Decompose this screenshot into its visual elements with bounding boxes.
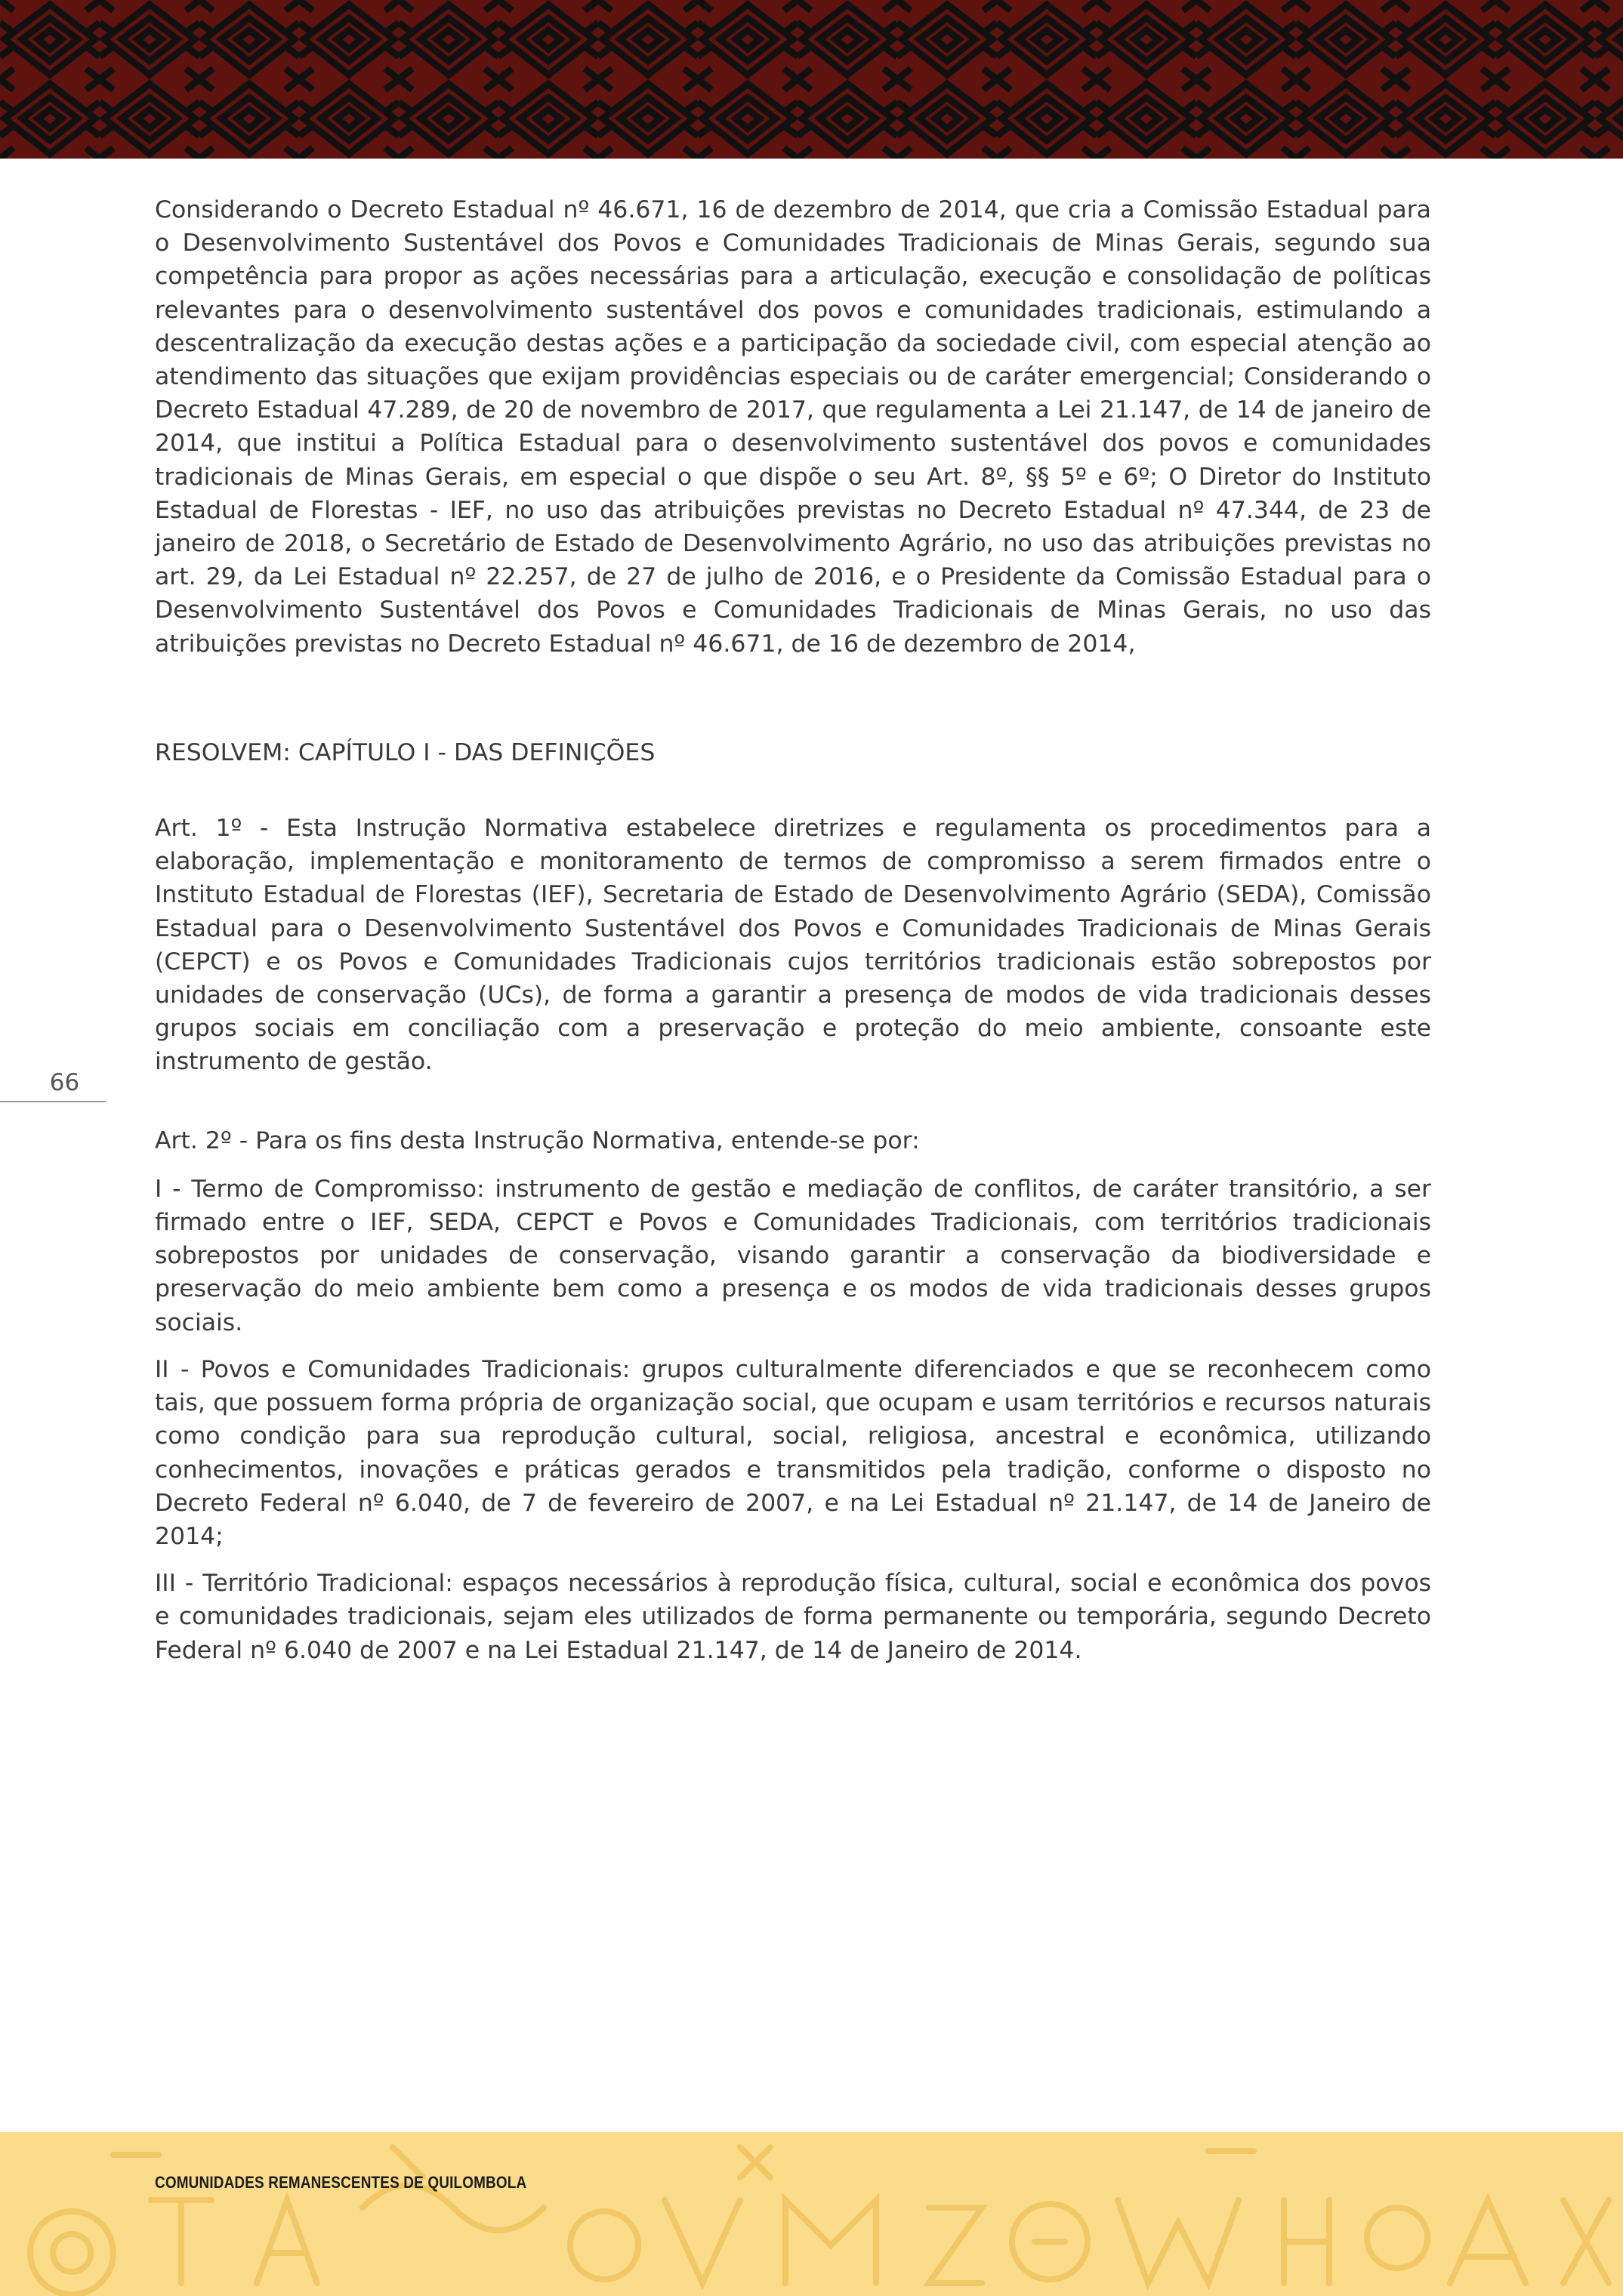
top-decorative-band [0, 0, 1623, 159]
definition-item-3: III - Território Tradicional: espaços necessários à reprodução física, cultural, social e econômica dos povos e comunidades tradicionais, sejam eles utilizados de forma permanente ou temporária, segundo Decreto Federal nº 6.040 de 2007 e na Lei Estadual 21.147, de 14 de Janeiro de 2014. [155, 1570, 1431, 1664]
geometric-pattern-graphic [0, 0, 1623, 159]
page-number [0, 1063, 106, 1102]
definition-item-2: II - Povos e Comunidades Tradicionais: grupos culturalmente diferenciados e que se reconhecem como tais, que possuem forma própria de organização social, que ocupam e usam territórios e recursos naturais como condição para sua reprodução cultural, social, religiosa, ancestral e econômica, utilizando conhecimentos, inovações e práticas gerados e transmitidos pela tradição, conforme o disposto no Decreto Federal nº 6.040, de 7 de fevereiro de 2007, e na Lei Estadual nº 21.147, de 14 de Janeiro de 2014; [155, 1355, 1431, 1550]
bottom-decorative-band [0, 2132, 1623, 2296]
preamble-paragraph: Considerando o Decreto Estadual nº 46.671, 16 de dezembro de 2014, que cria a Comissão Estadual para o Desenvolvimento Sustentável dos Povos e Comunidades Tradicionais de Minas Gerais, segundo sua competência para propor as ações necessárias para a articulação, execução e consolidação de políticas relevantes para o desenvolvimento sustentável dos povos e comunidades tradicionais, estimulando a descentralização da execução destas ações e a participação da sociedade civil, com especial atenção ao atendimento das situações que exijam providências especiais ou de caráter emergencial; Considerando o Decreto Estadual 47.289, de 20 de novembro de 2017, que regulamenta a Lei 21.147, de 14 de janeiro de 2014, que institui a Política Estadual para o desenvolvimento sustentável dos povos e comunidades tradicionais de Minas Gerais, em especial o que dispõe o seu Art. 8º, §§ 5º e 6º; O Diretor do Instituto Estadual de Florestas - IEF, no uso das atribuições previstas no Decreto Estadual nº 47.344, de 23 de janeiro de 2018, o Secretário de Estado de Desenvolvimento Agrário, no uso das atribuições previstas no art. 29, da Lei Estadual nº 22.257, de 27 de julho de 2016, e o Presidente da Comissão Estadual para o Desenvolvimento Sustentável dos Povos e Comunidades Tradicionais de Minas Gerais, no uso das atribuições previstas no Decreto Estadual nº 46.671, de 16 de dezembro de 2014, [155, 196, 1431, 658]
footer-title: COMUNIDADES REMANESCENTES DE QUILOMBOLA [155, 2173, 527, 2192]
article-1-paragraph: Art. 1º - Esta Instrução Normativa estabelece diretrizes e regulamenta os procedimentos para a elaboração, implementação e monitoramento de termos de compromisso a serem firmados entre o Instituto Estadual de Florestas (IEF), Secretaria de Estado de Desenvolvimento Agrário (SEDA), Comissão Estadual para o Desenvolvimento Sustentável dos Povos e Comunidades Tradicionais de Minas Gerais (CEPCT) e os Povos e Comunidades Tradicionais cujos territórios tradicionais estão sobrepostos por unidades de conservação (UCs), de forma a garantir a presença de modos de vida tradicionais desses grupos sociais em conciliação com a preservação e proteção do meio ambiente, consoante este instrumento de gestão. [155, 815, 1431, 1076]
page-number-text: 66 [49, 1069, 80, 1096]
definition-item-1: I - Termo de Compromisso: instrumento de gestão e mediação de conflitos, de caráter transitório, a ser firmado entre o IEF, SEDA, CEPCT e Povos e Comunidades Tradicionais, com territórios tradicionais sobrepostos por unidades de conservação, visando garantir a conservação da biodiversidade e preservação do meio ambiente bem como a presença e os modos de vida tradicionais desses grupos sociais. [155, 1175, 1431, 1336]
document-body [155, 193, 1431, 1667]
section-heading: RESOLVEM: CAPÍTULO I - DAS DEFINIÇÕES [155, 738, 656, 766]
ethnic-symbols-pattern-graphic [0, 2132, 1623, 2296]
article-2-paragraph: Art. 2º - Para os fins desta Instrução Normativa, entende-se por: [155, 1126, 920, 1154]
